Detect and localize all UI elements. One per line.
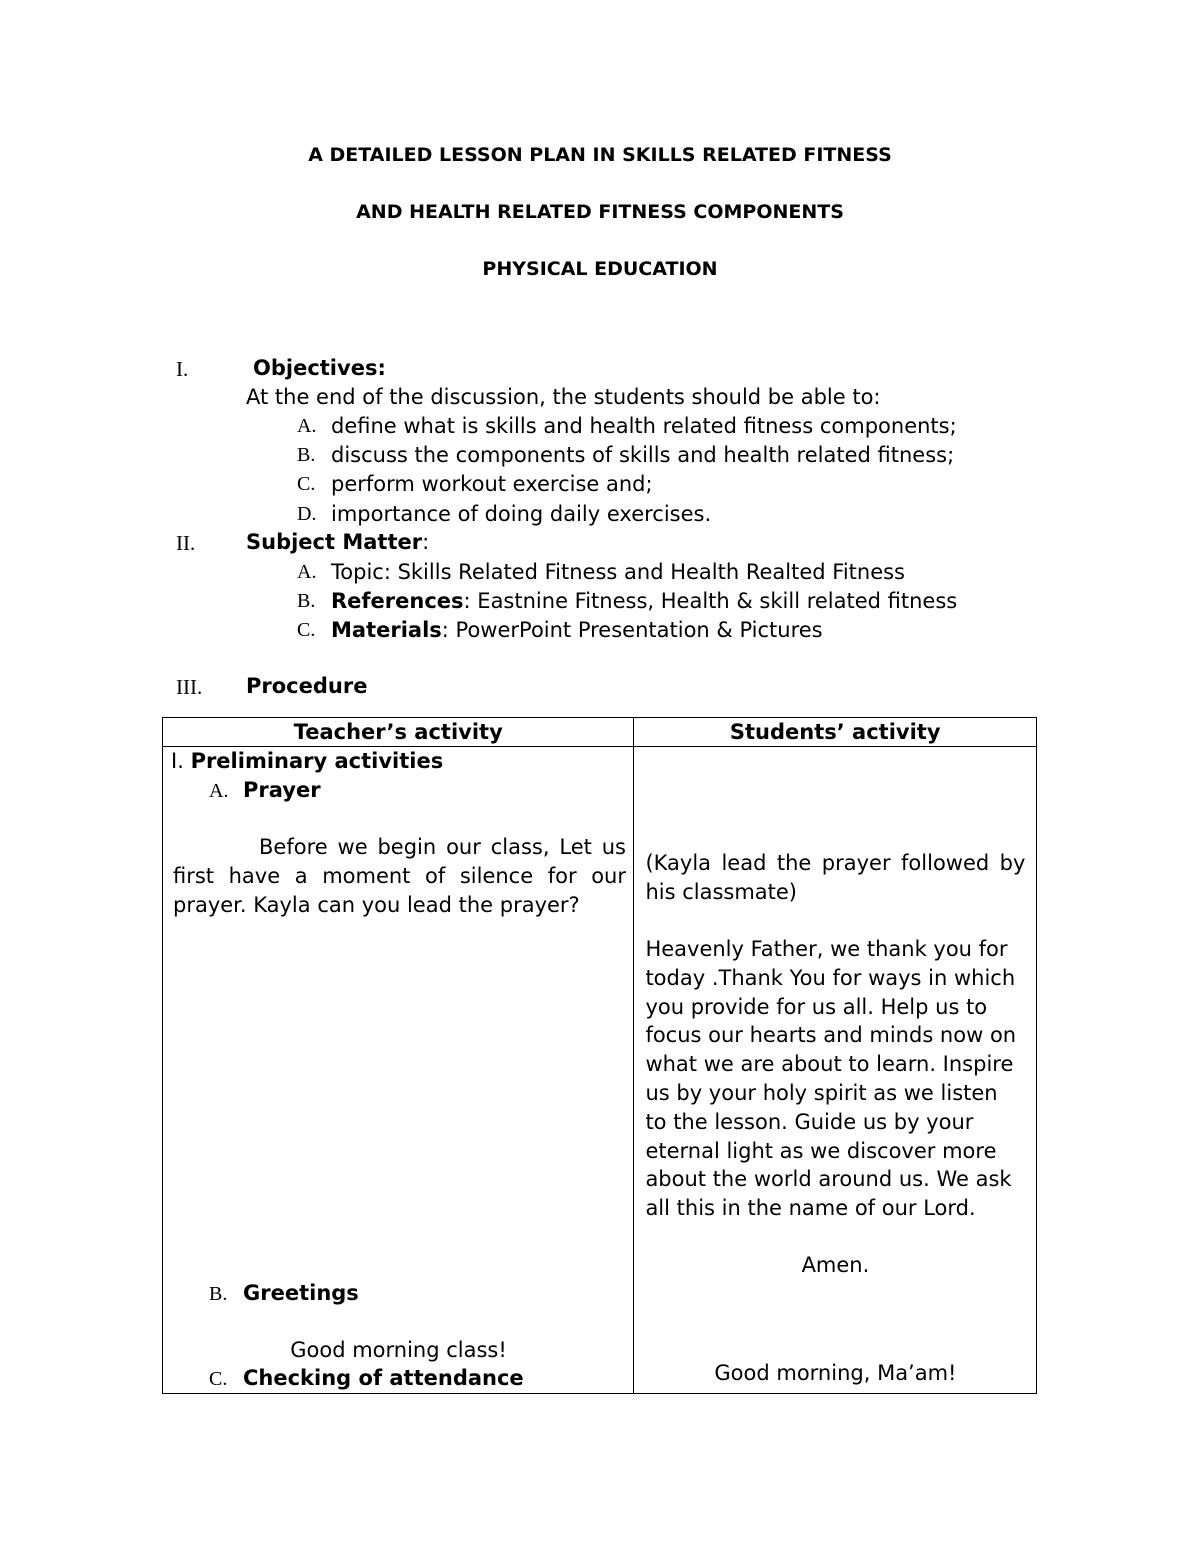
- title-line-1: A DETAILED LESSON PLAN IN SKILLS RELATED FITNESS: [308, 144, 892, 166]
- prayer-instruction: Before we begin our class, Let us first have a moment of silence for our prayer. Kayla can you lead the prayer?: [173, 835, 626, 917]
- subject-letter: A.: [297, 561, 317, 583]
- greetings-title: Greetings: [243, 1281, 359, 1305]
- objective-item: discuss the components of skills and health related fitness;: [331, 443, 955, 467]
- title-line-3: PHYSICAL EDUCATION: [482, 258, 718, 280]
- greetings-letter: B.: [209, 1283, 228, 1305]
- objectives-heading: Objectives:: [253, 356, 386, 380]
- title-line-2: AND HEALTH RELATED FITNESS COMPONENTS: [356, 201, 844, 223]
- subject-letter: B.: [297, 590, 316, 612]
- greetings-text: Good morning class!: [290, 1338, 507, 1362]
- objective-letter: A.: [297, 415, 317, 437]
- procedure-heading: Procedure: [246, 674, 368, 698]
- objective-item: importance of doing daily exercises.: [331, 502, 712, 526]
- students-activity-cell: [634, 747, 1037, 1394]
- objective-letter: D.: [297, 503, 317, 525]
- greeting-reply: Good morning, Ma’am!: [714, 1361, 957, 1385]
- subject-letter: C.: [297, 619, 316, 641]
- students-activity-header: Students’ activity: [634, 718, 1037, 747]
- prayer-letter: A.: [209, 780, 229, 802]
- subject-item-topic: Topic: Skills Related Fitness and Health Realted Fitness: [331, 560, 905, 584]
- objective-letter: C.: [297, 473, 316, 495]
- amen-text: Amen.: [801, 1253, 870, 1277]
- table-header-row: [163, 718, 1037, 747]
- procedure-table: [162, 717, 1037, 1394]
- subject-matter-numeral: II.: [176, 531, 196, 555]
- objective-item: perform workout exercise and;: [331, 472, 653, 496]
- attendance-title: Checking of attendance: [243, 1366, 524, 1390]
- subject-item-materials: Materials: PowerPoint Presentation & Pictures: [331, 618, 823, 642]
- objective-letter: B.: [297, 444, 316, 466]
- attendance-letter: C.: [209, 1368, 228, 1390]
- objectives-intro: At the end of the discussion, the students should be able to:: [246, 385, 881, 409]
- objective-item: define what is skills and health related fitness components;: [331, 414, 957, 438]
- procedure-numeral: III.: [176, 675, 203, 699]
- table-row: [163, 747, 1037, 1394]
- prayer-title: Prayer: [243, 778, 321, 802]
- preliminary-heading: I. Preliminary activities: [171, 749, 444, 773]
- subject-item-references: References: Eastnine Fitness, Health & skill related fitness: [331, 589, 958, 613]
- teacher-activity-header: Teacher’s activity: [163, 718, 634, 747]
- prayer-text: Heavenly Father, we thank you for today .Thank You for ways in which you provide for us all. Help us to focus our hearts and minds now on what we are about to learn. Inspire us by your holy spirit as we listen to the lesson. Guide us by your eternal light as we discover more about the world around us. We ask all this in the name of our Lord.: [645, 937, 1017, 1221]
- objectives-numeral: I.: [176, 357, 189, 381]
- prayer-note: (Kayla lead the prayer followed by his classmate): [645, 851, 1026, 904]
- teacher-activity-cell: [163, 747, 634, 1394]
- subject-matter-heading: Subject Matter:: [246, 530, 430, 554]
